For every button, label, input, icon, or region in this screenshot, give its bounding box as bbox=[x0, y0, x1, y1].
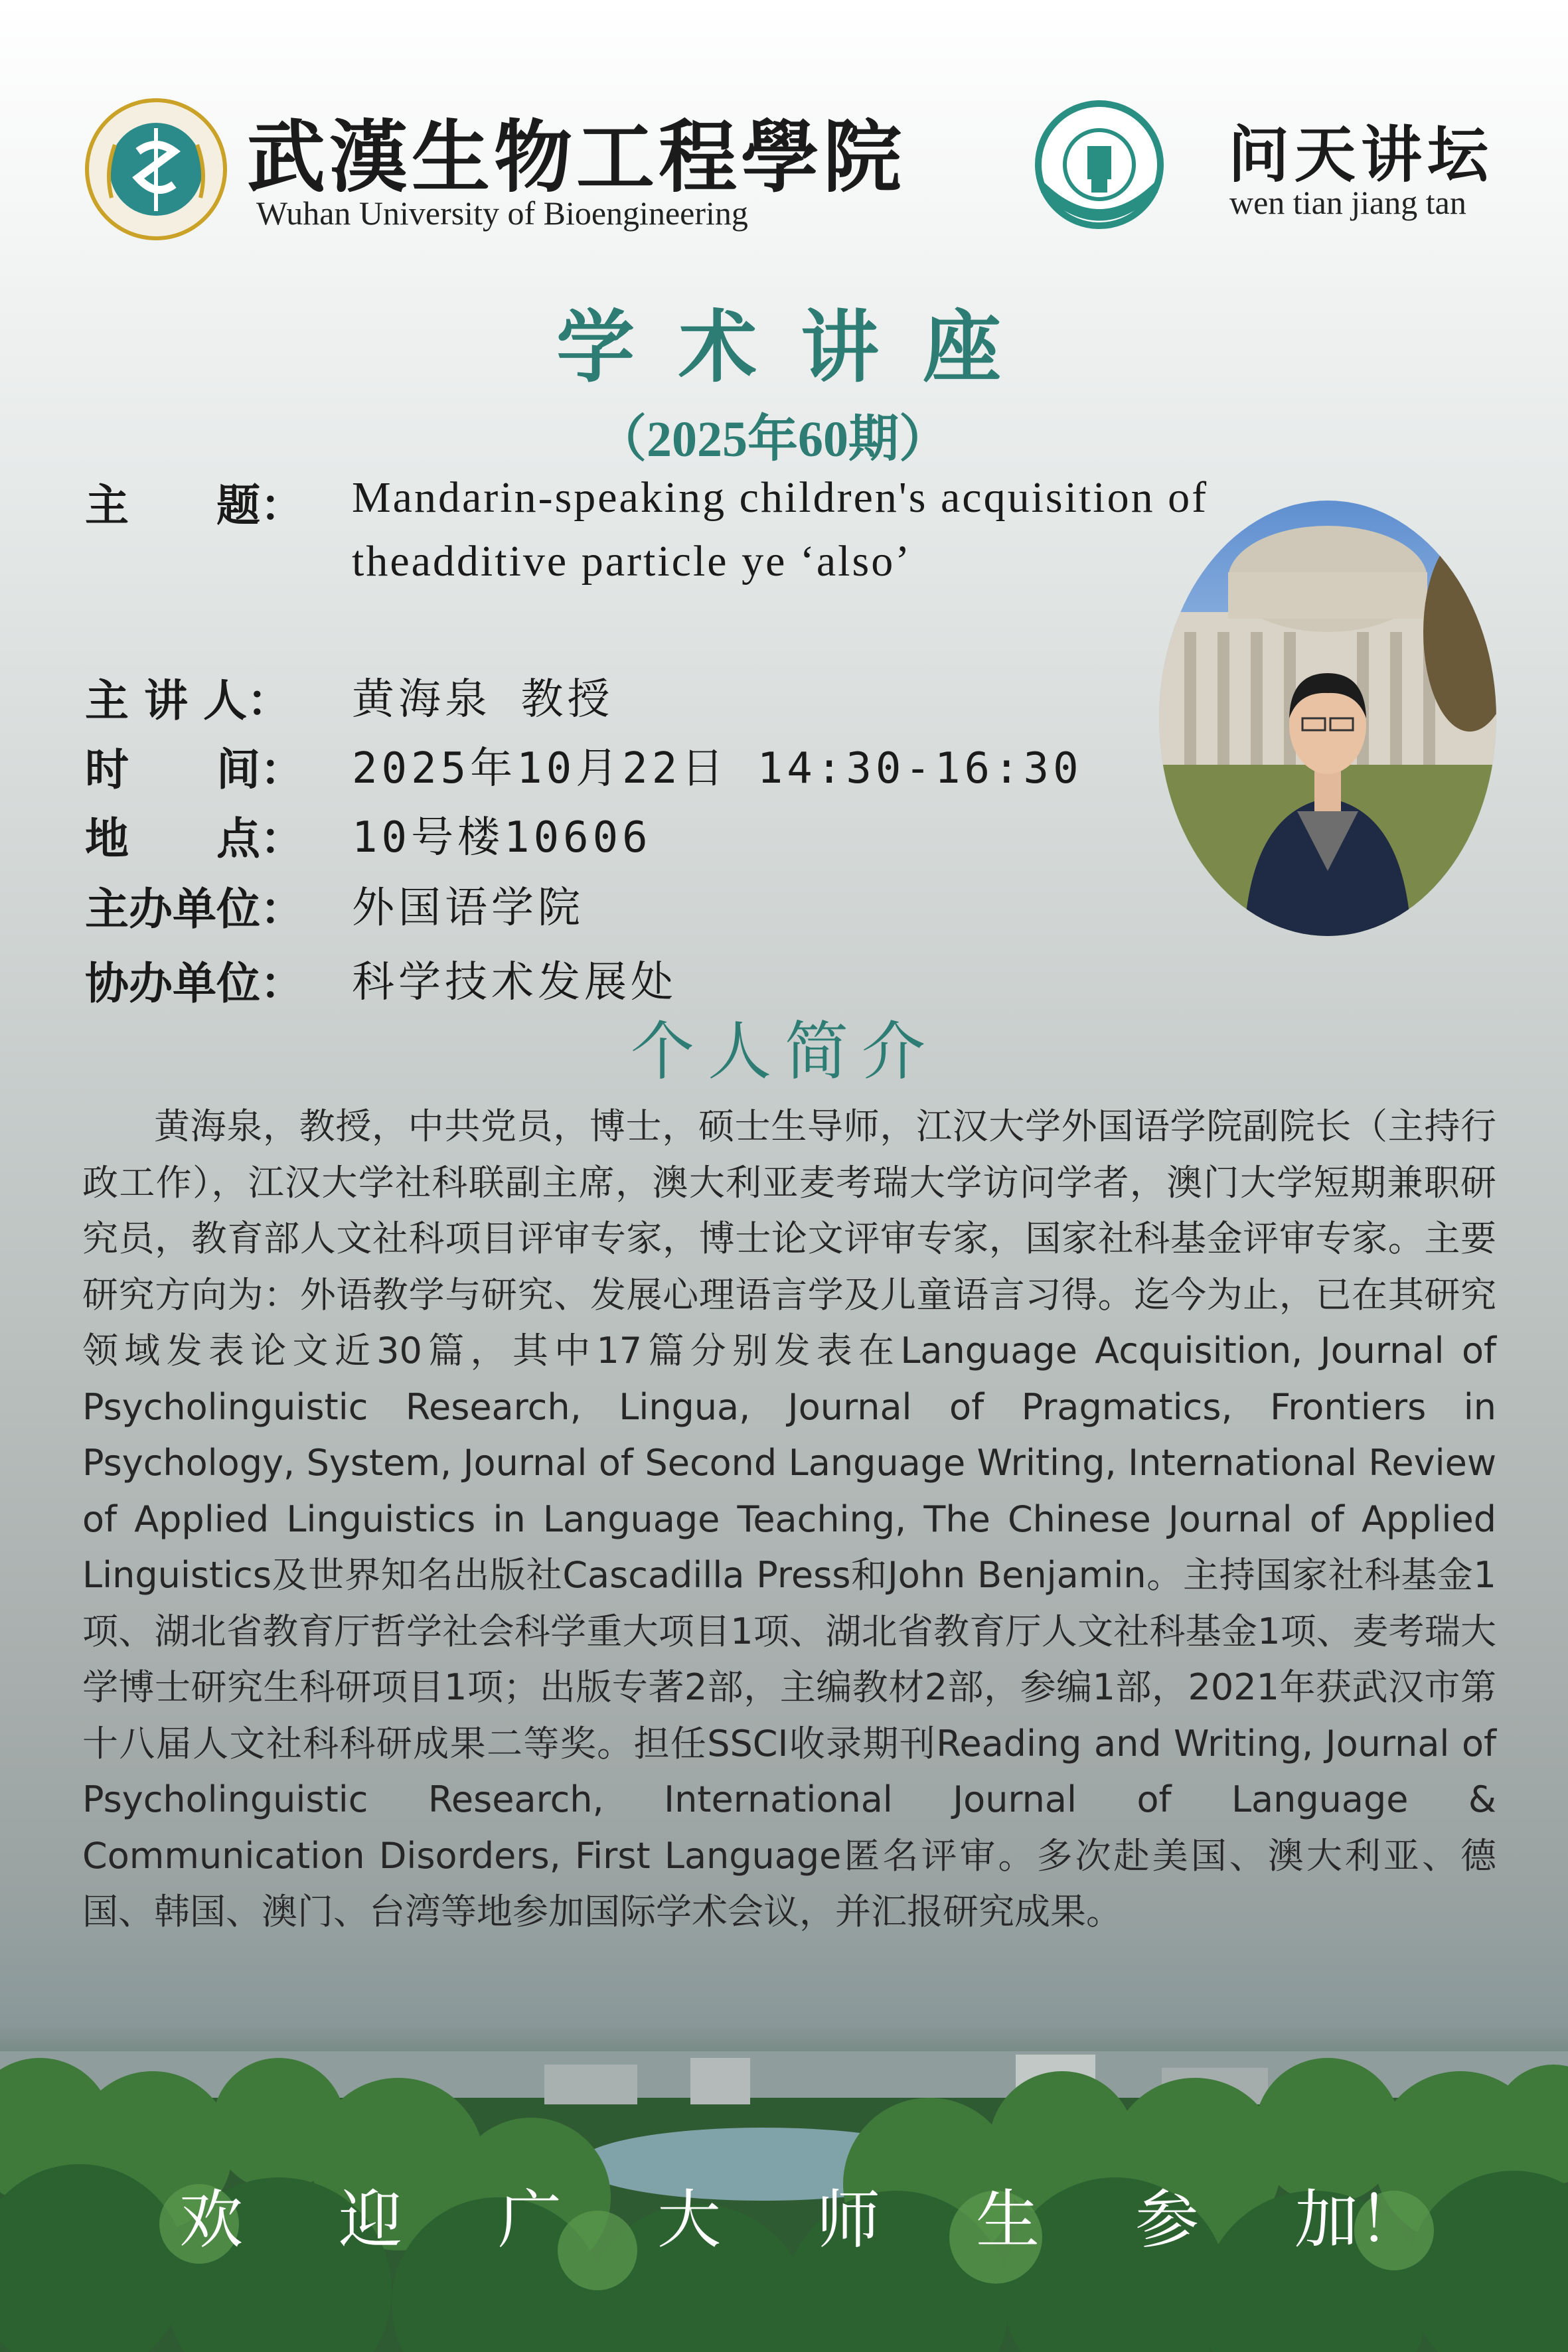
university-name-en: Wuhan University of Bioengineering bbox=[256, 195, 748, 232]
welcome-char: 大 bbox=[657, 2183, 721, 2257]
cohost-label: 协办单位： bbox=[85, 958, 304, 1009]
time-label: 时 间： bbox=[85, 744, 304, 795]
place-label: 地 点： bbox=[85, 813, 304, 864]
forum-seal-icon bbox=[1034, 100, 1164, 230]
university-logo bbox=[85, 98, 227, 240]
topic-value: Mandarin-speaking children's acquisition of theadditive particle ye ‘also’ bbox=[352, 473, 1209, 586]
university-name-cn: 武漢生物工程學院 bbox=[247, 111, 906, 203]
forum-name-en: wen tian jiang tan bbox=[1229, 184, 1466, 221]
forum-name-cn: 问天讲坛 bbox=[1228, 119, 1494, 191]
welcome-char: 参 bbox=[1135, 2183, 1199, 2257]
welcome-char: 生 bbox=[976, 2183, 1040, 2257]
cohost-value: 科学技术发展处 bbox=[352, 958, 677, 1007]
welcome-char: 欢 bbox=[179, 2183, 243, 2257]
issue-number: （2025年60期） bbox=[596, 412, 949, 467]
welcome-char: 师 bbox=[817, 2183, 880, 2257]
topic-label: 主 题： bbox=[85, 480, 304, 531]
welcome-char: 加！ bbox=[1294, 2183, 1422, 2257]
host-value: 外国语学院 bbox=[352, 884, 584, 933]
bio-section-title: 个人简介 bbox=[631, 1014, 939, 1089]
speaker-label: 主 讲 人： bbox=[85, 675, 291, 726]
welcome-char: 迎 bbox=[339, 2183, 402, 2257]
speaker-value: 黄海泉 教授 bbox=[352, 675, 614, 724]
bio-text: 黄海泉，教授，中共党员，博士，硕士生导师，江汉大学外国语学院副院长（主持行政工作），江汉大学社科联副主席，澳大利亚麦考瑞大学访问学者，澳门大学短期兼职研究员，教育部人文社科项目评审专家，博士论文评审专家，国家社科基金评审专家。主要研究方向为：外语教学与研究、发展心理语言学及儿童语言习得。迄今为止，已在其研究领域发表论文近30篇，其中17篇分别发表在Language Acquisition, Journal of Psycholinguistic Research, Lingua, Journal of Pragmatics, Frontiers in Psychology, System, Journal of Second Language Writing, International Review of Applied Linguistics in Language Teaching, The Chinese Journal of Applied Linguistics及世界知名出版社Cascadilla Press和John Benjamin。主持国家社科基金1项、湖北省教育厅哲学社会科学重大项目1项、湖北省教育厅人文社科基金1项、麦考瑞大学博士研究生科研项目1项；出版专著2部，主编教材2部，参编1部，2021年获武汉市第十八届人文社科科研成果二等奖。担任SSCI收录期刊Reading and Writing, Journal of Psycholinguistic Research, International Journal of Language & Communication Disorders, First Language匿名评审。多次赴美国、澳大利亚、德国、韩国、澳门、台湾等地参加国际学术会议，并汇报研究成果。 bbox=[82, 1105, 1496, 1932]
welcome-char: 广 bbox=[498, 2183, 562, 2257]
speaker-portrait bbox=[1158, 499, 1498, 937]
time-value: 2025年10月22日 14:30-16:30 bbox=[352, 744, 1083, 793]
poster-title: 学术讲座 bbox=[556, 301, 1046, 393]
place-value: 10号楼10606 bbox=[352, 813, 652, 862]
welcome-slogan bbox=[179, 2169, 1441, 2260]
host-label: 主办单位： bbox=[85, 884, 304, 935]
